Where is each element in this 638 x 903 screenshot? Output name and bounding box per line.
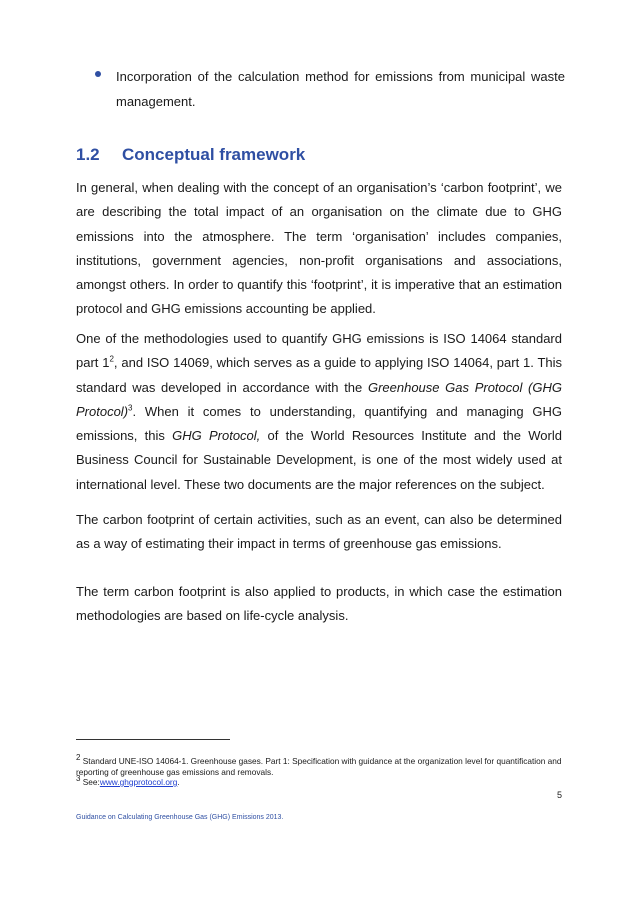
p2-emphasis-protocol: Greenhouse Gas Protocol (GHG Protocol) [76, 379, 562, 419]
page-footer: Guidance on Calculating Greenhouse Gas (GHG) Emissions 2013. [76, 814, 284, 821]
section-heading [76, 145, 305, 165]
p2-text-a: One of the methodologies used to quantify GHG emissions is ISO 14064 standard part 1 [76, 331, 562, 371]
footnote-divider [76, 739, 230, 740]
p2-text-b: , and ISO 14069, which serves as a guide to applying ISO 14064, part 1. This standard was developed in accordance with the [76, 355, 563, 395]
p2-text-c: . When it comes to understanding, quantifying and managing GHG emissions, this [76, 403, 562, 444]
paragraph-4: The term carbon footprint is also applied to products, in which case the estimation methodologies are based on life-cycle analysis. [76, 584, 562, 624]
bullet-text: Incorporation of the calculation method for emissions from municipal waste management. [116, 69, 565, 109]
ghgprotocol-link[interactable]: www.ghgprotocol.org [99, 777, 178, 787]
p2-emphasis-ghg: GHG Protocol, [172, 428, 261, 444]
footnote-2 [76, 753, 562, 777]
section-title: Conceptual framework [122, 145, 306, 164]
p2-text-d: of the World Resources Institute and the World Business Council for Sustainable Development, is one of the most widely used at international level. These two documents are the major references on the subject. [76, 428, 562, 492]
footnote-2-mark: 2 [76, 753, 81, 763]
footnote-3-prefix: See: [80, 777, 100, 787]
paragraph-1: In general, when dealing with the concept of an organisation’s ‘carbon footprint’, we are describing the total impact of an organisation on the climate due to GHG emissions into the atmosphere. The term ‘organisation’ includes companies, institutions, government agencies, non-profit organisations and associations, amongst others. In order to quantify this ‘footprint’, it is imperative that an estimation protocol and GHG emissions accounting be applied. [76, 180, 562, 317]
paragraph-3: The carbon footprint of certain activities, such as an event, can also be determined as a way of estimating their impact in terms of greenhouse gas emissions. [76, 512, 562, 552]
footnote-ref-3: 3 [128, 403, 133, 413]
footnotes [76, 753, 562, 788]
bullet-item [95, 64, 565, 114]
paragraph-2 [76, 327, 562, 497]
section-number: 1.2 [76, 145, 100, 164]
bullet-dot-icon [95, 71, 101, 77]
page-number: 5 [556, 790, 562, 800]
footnote-2-text: Standard UNE-ISO 14064-1. Greenhouse gases. Part 1: Specification with guidance at the organization level for quantification and reporting of greenhouse gas emissions and removals. [76, 756, 562, 777]
footnote-3-suffix: . [177, 777, 180, 787]
footnote-ref-2: 2 [109, 354, 114, 364]
footnote-3-mark: 3 [76, 774, 81, 784]
footnote-3 [76, 774, 562, 788]
